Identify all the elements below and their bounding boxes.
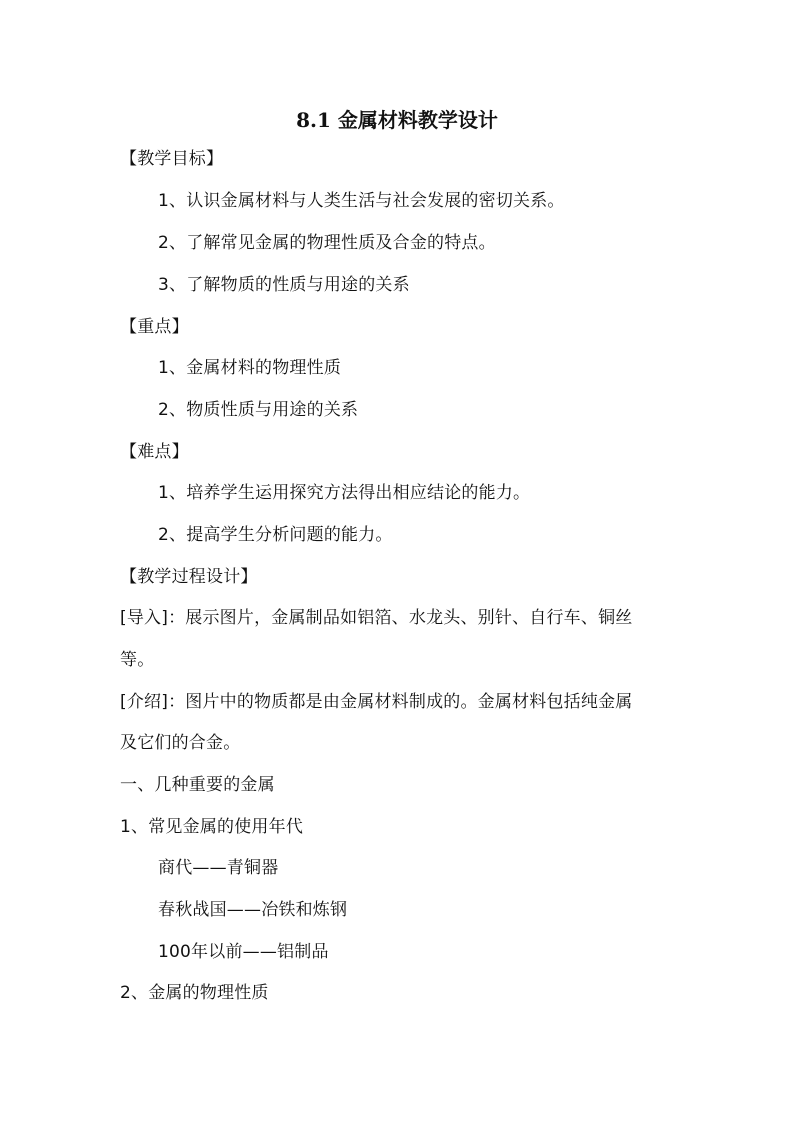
document-title: 8.1 金属材料教学设计 [296,108,498,132]
explain-paragraph-line-2: 及它们的合金。 [120,733,241,753]
objective-item-3: 3、了解物质的性质与用途的关系 [158,275,410,295]
process-heading: 【教学过程设计】 [120,567,258,587]
era-item-3: 100年以前——铝制品 [158,942,329,962]
difficulties-heading: 【难点】 [120,442,189,462]
intro-paragraph-line-2: 等。 [120,650,155,670]
subheading-metal-eras: 1、常见金属的使用年代 [120,817,304,837]
key-points-heading: 【重点】 [120,317,189,337]
subheading-physical-properties: 2、金属的物理性质 [120,983,269,1003]
section-heading-metals: 一、几种重要的金属 [120,775,275,795]
era-item-1: 商代——青铜器 [158,858,279,878]
intro-paragraph-line-1: [导入]：展示图片，金属制品如铝箔、水龙头、别针、自行车、铜丝 [120,608,633,628]
objectives-heading: 【教学目标】 [120,149,224,169]
difficulty-item-1: 1、培养学生运用探究方法得出相应结论的能力。 [158,483,531,503]
difficulty-item-2: 2、提高学生分析问题的能力。 [158,525,393,545]
explain-paragraph-line-1: [介绍]：图片中的物质都是由金属材料制成的。金属材料包括纯金属 [120,692,633,712]
objective-item-2: 2、了解常见金属的物理性质及合金的特点。 [158,233,496,253]
objective-item-1: 1、认识金属材料与人类生活与社会发展的密切关系。 [158,191,565,211]
era-item-2: 春秋战国——冶铁和炼钢 [158,900,348,920]
key-point-item-2: 2、物质性质与用途的关系 [158,400,359,420]
key-point-item-1: 1、金属材料的物理性质 [158,358,342,378]
